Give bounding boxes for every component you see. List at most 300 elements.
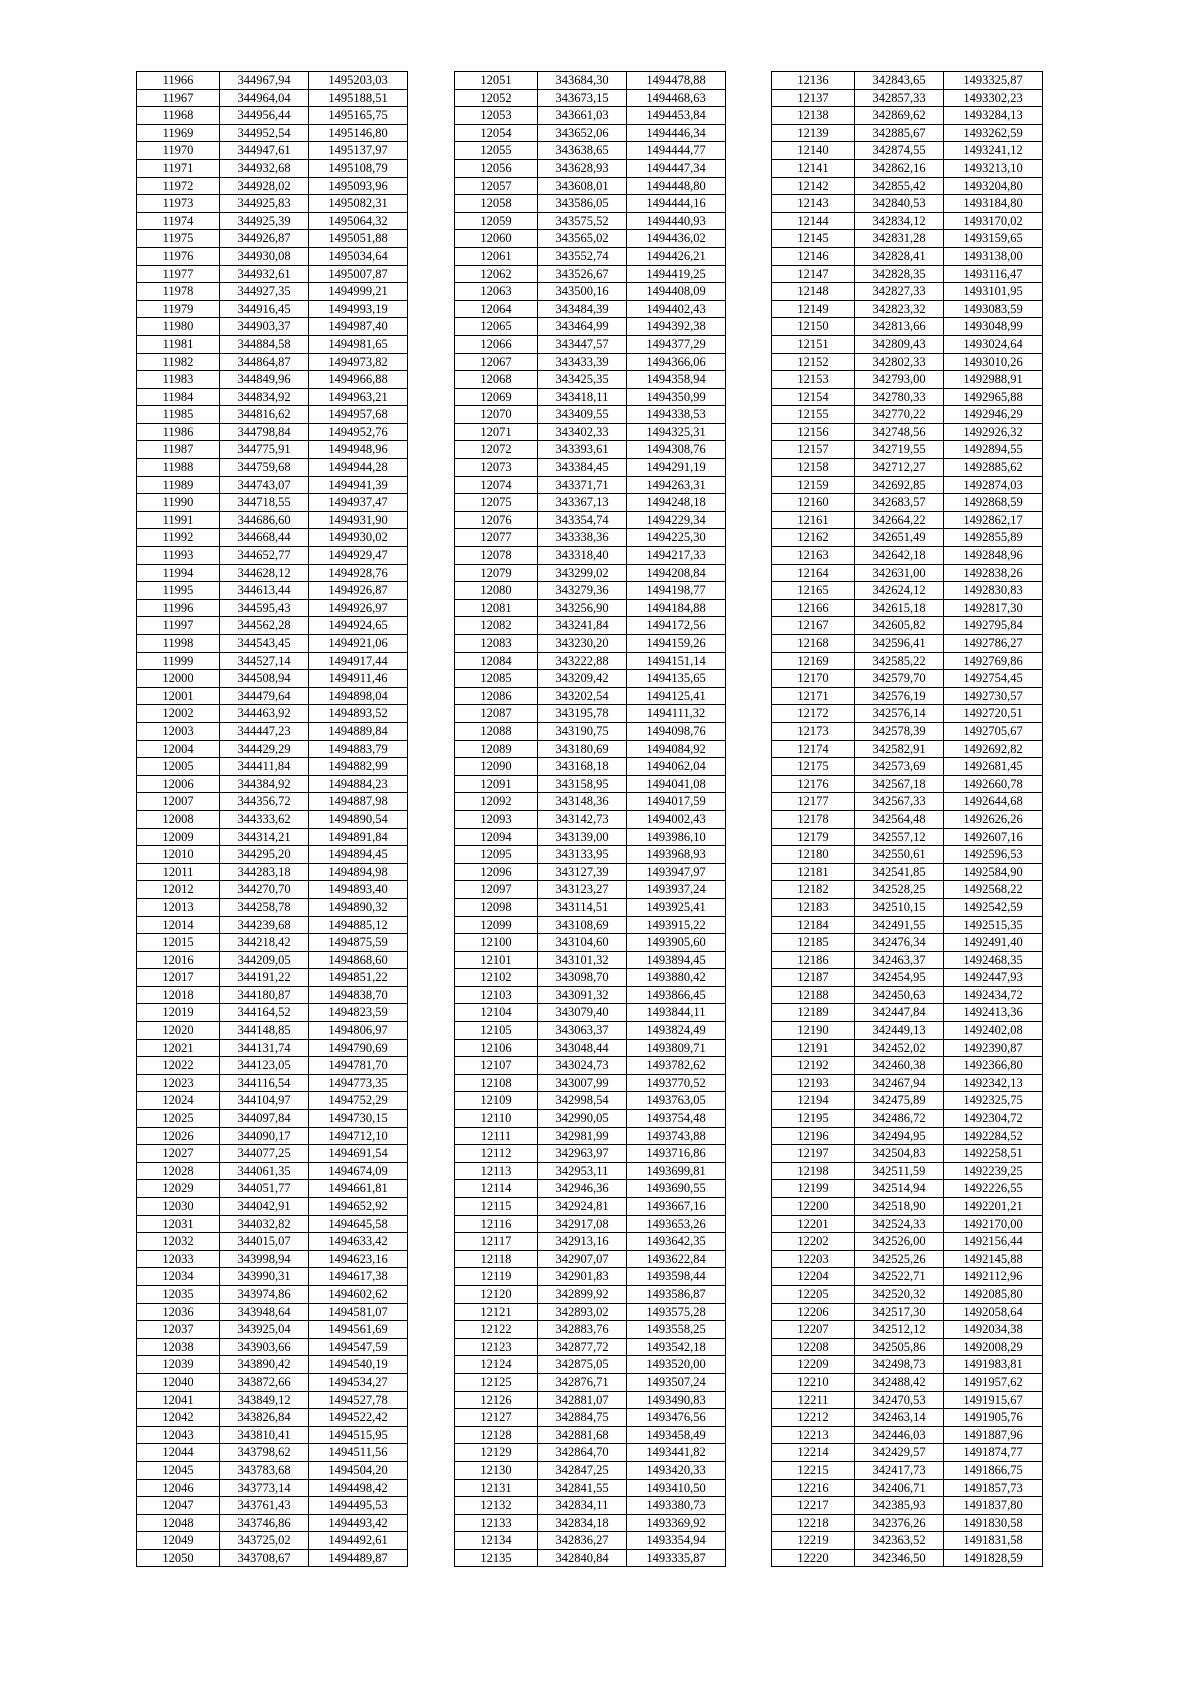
y-coordinate-cell: 1494527,78: [309, 1391, 408, 1409]
point-number-cell: 12202: [772, 1233, 855, 1251]
table-row: [137, 1338, 408, 1356]
table-row: [772, 1057, 1043, 1075]
y-coordinate-cell: 1494419,25: [627, 265, 726, 283]
y-coordinate-cell: 1494225,30: [627, 529, 726, 547]
x-coordinate-cell: 343433,39: [538, 353, 627, 371]
x-coordinate-cell: 342813,66: [855, 318, 944, 336]
point-number-cell: 12151: [772, 335, 855, 353]
y-coordinate-cell: 1491983,81: [944, 1356, 1043, 1374]
y-coordinate-cell: 1492946,29: [944, 406, 1043, 424]
x-coordinate-cell: 344903,37: [220, 318, 309, 336]
point-number-cell: 11996: [137, 599, 220, 617]
x-coordinate-cell: 343402,33: [538, 423, 627, 441]
y-coordinate-cell: 1492754,45: [944, 670, 1043, 688]
y-coordinate-cell: 1494981,65: [309, 335, 408, 353]
x-coordinate-cell: 344104,97: [220, 1092, 309, 1110]
table-row: [772, 582, 1043, 600]
x-coordinate-cell: 342596,41: [855, 635, 944, 653]
point-number-cell: 12061: [455, 247, 538, 265]
y-coordinate-cell: 1494489,87: [309, 1549, 408, 1567]
x-coordinate-cell: 344218,42: [220, 934, 309, 952]
y-coordinate-cell: 1493915,22: [627, 916, 726, 934]
y-coordinate-cell: 1492965,88: [944, 388, 1043, 406]
y-coordinate-cell: 1494948,96: [309, 441, 408, 459]
point-number-cell: 11970: [137, 142, 220, 160]
table-row: [137, 89, 408, 107]
x-coordinate-cell: 342877,72: [538, 1338, 627, 1356]
point-number-cell: 12005: [137, 758, 220, 776]
table-row: [772, 652, 1043, 670]
point-number-cell: 12170: [772, 670, 855, 688]
table-row: [455, 916, 726, 934]
point-number-cell: 12215: [772, 1461, 855, 1479]
x-coordinate-cell: 342452,02: [855, 1039, 944, 1057]
point-number-cell: 12200: [772, 1198, 855, 1216]
x-coordinate-cell: 342884,75: [538, 1409, 627, 1427]
x-coordinate-cell: 344131,74: [220, 1039, 309, 1057]
table-row: [455, 1127, 726, 1145]
x-coordinate-cell: 342841,55: [538, 1479, 627, 1497]
point-number-cell: 12100: [455, 934, 538, 952]
x-coordinate-cell: 343114,51: [538, 898, 627, 916]
y-coordinate-cell: 1493754,48: [627, 1110, 726, 1128]
table-row: [772, 722, 1043, 740]
x-coordinate-cell: 342780,33: [855, 388, 944, 406]
table-row: [455, 1092, 726, 1110]
point-number-cell: 12011: [137, 863, 220, 881]
point-number-cell: 12082: [455, 617, 538, 635]
table-row: [455, 810, 726, 828]
x-coordinate-cell: 343661,03: [538, 107, 627, 125]
x-coordinate-cell: 343998,94: [220, 1250, 309, 1268]
y-coordinate-cell: 1492926,32: [944, 423, 1043, 441]
point-number-cell: 11975: [137, 230, 220, 248]
y-coordinate-cell: 1494875,59: [309, 934, 408, 952]
x-coordinate-cell: 343104,60: [538, 934, 627, 952]
table-row: [455, 142, 726, 160]
point-number-cell: 12009: [137, 828, 220, 846]
y-coordinate-cell: 1491866,75: [944, 1461, 1043, 1479]
table-row: [455, 705, 726, 723]
point-number-cell: 11993: [137, 547, 220, 565]
point-number-cell: 12208: [772, 1338, 855, 1356]
y-coordinate-cell: 1492366,80: [944, 1057, 1043, 1075]
x-coordinate-cell: 342460,38: [855, 1057, 944, 1075]
x-coordinate-cell: 344463,92: [220, 705, 309, 723]
point-number-cell: 12049: [137, 1532, 220, 1550]
table-row: [455, 635, 726, 653]
point-number-cell: 12156: [772, 423, 855, 441]
point-number-cell: 12110: [455, 1110, 538, 1128]
point-number-cell: 12169: [772, 652, 855, 670]
point-number-cell: 12201: [772, 1215, 855, 1233]
point-number-cell: 11968: [137, 107, 220, 125]
table-row: [772, 124, 1043, 142]
table-row: [772, 529, 1043, 547]
y-coordinate-cell: 1494928,76: [309, 564, 408, 582]
table-row: [137, 423, 408, 441]
table-row: [772, 775, 1043, 793]
y-coordinate-cell: 1492447,93: [944, 969, 1043, 987]
x-coordinate-cell: 343826,84: [220, 1409, 309, 1427]
y-coordinate-cell: 1494926,87: [309, 582, 408, 600]
table-row: [455, 863, 726, 881]
x-coordinate-cell: 342719,55: [855, 441, 944, 459]
x-coordinate-cell: 344884,58: [220, 335, 309, 353]
table-row: [455, 687, 726, 705]
x-coordinate-cell: 344283,18: [220, 863, 309, 881]
point-number-cell: 12107: [455, 1057, 538, 1075]
point-number-cell: 12126: [455, 1391, 538, 1409]
table-row: [137, 529, 408, 547]
point-number-cell: 12003: [137, 722, 220, 740]
table-row: [455, 775, 726, 793]
x-coordinate-cell: 344051,77: [220, 1180, 309, 1198]
y-coordinate-cell: 1492258,51: [944, 1145, 1043, 1163]
table-row: [772, 1285, 1043, 1303]
table-row: [772, 388, 1043, 406]
x-coordinate-cell: 342907,07: [538, 1250, 627, 1268]
table-row: [137, 1497, 408, 1515]
y-coordinate-cell: 1492885,62: [944, 459, 1043, 477]
table-row: [455, 212, 726, 230]
y-coordinate-cell: 1492112,96: [944, 1268, 1043, 1286]
table-row: [455, 476, 726, 494]
point-number-cell: 12101: [455, 951, 538, 969]
table-row: [137, 107, 408, 125]
point-number-cell: 11990: [137, 494, 220, 512]
y-coordinate-cell: 1494446,34: [627, 124, 726, 142]
point-number-cell: 11995: [137, 582, 220, 600]
x-coordinate-cell: 342498,73: [855, 1356, 944, 1374]
y-coordinate-cell: 1492156,44: [944, 1233, 1043, 1251]
x-coordinate-cell: 343158,95: [538, 775, 627, 793]
y-coordinate-cell: 1494952,76: [309, 423, 408, 441]
point-number-cell: 12181: [772, 863, 855, 881]
point-number-cell: 12136: [772, 72, 855, 90]
table-row: [137, 1215, 408, 1233]
point-number-cell: 12077: [455, 529, 538, 547]
point-number-cell: 12041: [137, 1391, 220, 1409]
point-number-cell: 12137: [772, 89, 855, 107]
point-number-cell: 11982: [137, 353, 220, 371]
y-coordinate-cell: 1493369,92: [627, 1514, 726, 1532]
point-number-cell: 12125: [455, 1373, 538, 1391]
table-row: [772, 1549, 1043, 1567]
x-coordinate-cell: 343202,54: [538, 687, 627, 705]
y-coordinate-cell: 1494447,34: [627, 159, 726, 177]
x-coordinate-cell: 342486,72: [855, 1110, 944, 1128]
point-number-cell: 12160: [772, 494, 855, 512]
point-number-cell: 11971: [137, 159, 220, 177]
x-coordinate-cell: 343903,66: [220, 1338, 309, 1356]
point-number-cell: 12052: [455, 89, 538, 107]
x-coordinate-cell: 342883,76: [538, 1321, 627, 1339]
y-coordinate-cell: 1494444,77: [627, 142, 726, 160]
table-row: [772, 564, 1043, 582]
y-coordinate-cell: 1495082,31: [309, 195, 408, 213]
point-number-cell: 12038: [137, 1338, 220, 1356]
table-row: [455, 1444, 726, 1462]
y-coordinate-cell: 1492795,84: [944, 617, 1043, 635]
point-number-cell: 12161: [772, 511, 855, 529]
table-row: [772, 810, 1043, 828]
y-coordinate-cell: 1493667,16: [627, 1198, 726, 1216]
point-number-cell: 12146: [772, 247, 855, 265]
y-coordinate-cell: 1494002,43: [627, 810, 726, 828]
y-coordinate-cell: 1494661,81: [309, 1180, 408, 1198]
x-coordinate-cell: 344834,92: [220, 388, 309, 406]
y-coordinate-cell: 1492145,88: [944, 1250, 1043, 1268]
point-number-cell: 12017: [137, 969, 220, 987]
table-row: [455, 828, 726, 846]
y-coordinate-cell: 1494931,90: [309, 511, 408, 529]
table-row: [772, 1198, 1043, 1216]
table-row: [772, 599, 1043, 617]
point-number-cell: 12149: [772, 300, 855, 318]
y-coordinate-cell: 1494135,65: [627, 670, 726, 688]
point-number-cell: 12122: [455, 1321, 538, 1339]
x-coordinate-cell: 342510,15: [855, 898, 944, 916]
y-coordinate-cell: 1492058,64: [944, 1303, 1043, 1321]
y-coordinate-cell: 1494602,62: [309, 1285, 408, 1303]
x-coordinate-cell: 344191,22: [220, 969, 309, 987]
table-row: [137, 1391, 408, 1409]
y-coordinate-cell: 1491828,59: [944, 1549, 1043, 1567]
point-number-cell: 12068: [455, 371, 538, 389]
table-row: [772, 1145, 1043, 1163]
y-coordinate-cell: 1494495,53: [309, 1497, 408, 1515]
point-number-cell: 12123: [455, 1338, 538, 1356]
table-row: [455, 1549, 726, 1567]
x-coordinate-cell: 342446,03: [855, 1426, 944, 1444]
point-number-cell: 12177: [772, 793, 855, 811]
y-coordinate-cell: 1494436,02: [627, 230, 726, 248]
point-number-cell: 12157: [772, 441, 855, 459]
x-coordinate-cell: 344123,05: [220, 1057, 309, 1075]
point-number-cell: 12204: [772, 1268, 855, 1286]
point-number-cell: 12132: [455, 1497, 538, 1515]
table-row: [137, 441, 408, 459]
point-number-cell: 12042: [137, 1409, 220, 1427]
point-number-cell: 11969: [137, 124, 220, 142]
y-coordinate-cell: 1494893,52: [309, 705, 408, 723]
table-row: [137, 617, 408, 635]
y-coordinate-cell: 1494325,31: [627, 423, 726, 441]
point-number-cell: 12214: [772, 1444, 855, 1462]
y-coordinate-cell: 1493894,45: [627, 951, 726, 969]
x-coordinate-cell: 344090,17: [220, 1127, 309, 1145]
x-coordinate-cell: 344613,44: [220, 582, 309, 600]
table-row: [137, 1426, 408, 1444]
table-row: [455, 722, 726, 740]
coordinates-table-right: [771, 71, 1043, 1567]
y-coordinate-cell: 1491837,80: [944, 1497, 1043, 1515]
point-number-cell: 12016: [137, 951, 220, 969]
table-row: [772, 459, 1043, 477]
y-coordinate-cell: 1491874,77: [944, 1444, 1043, 1462]
y-coordinate-cell: 1494884,23: [309, 775, 408, 793]
y-coordinate-cell: 1494882,99: [309, 758, 408, 776]
x-coordinate-cell: 343241,84: [538, 617, 627, 635]
x-coordinate-cell: 342578,39: [855, 722, 944, 740]
x-coordinate-cell: 344775,91: [220, 441, 309, 459]
y-coordinate-cell: 1493558,25: [627, 1321, 726, 1339]
table-row: [137, 863, 408, 881]
point-number-cell: 12057: [455, 177, 538, 195]
table-row: [455, 388, 726, 406]
table-row: [772, 1532, 1043, 1550]
point-number-cell: 12190: [772, 1022, 855, 1040]
y-coordinate-cell: 1493083,59: [944, 300, 1043, 318]
x-coordinate-cell: 342517,30: [855, 1303, 944, 1321]
x-coordinate-cell: 343425,35: [538, 371, 627, 389]
table-row: [772, 740, 1043, 758]
y-coordinate-cell: 1495137,97: [309, 142, 408, 160]
y-coordinate-cell: 1492596,53: [944, 846, 1043, 864]
point-number-cell: 12094: [455, 828, 538, 846]
table-row: [772, 969, 1043, 987]
table-row: [455, 159, 726, 177]
x-coordinate-cell: 342855,42: [855, 177, 944, 195]
y-coordinate-cell: 1494478,88: [627, 72, 726, 90]
point-number-cell: 12219: [772, 1532, 855, 1550]
point-number-cell: 12213: [772, 1426, 855, 1444]
table-row: [137, 687, 408, 705]
table-row: [772, 1250, 1043, 1268]
point-number-cell: 12043: [137, 1426, 220, 1444]
y-coordinate-cell: 1492085,80: [944, 1285, 1043, 1303]
table-row: [772, 230, 1043, 248]
table-row: [137, 547, 408, 565]
table-row: [772, 159, 1043, 177]
y-coordinate-cell: 1492413,36: [944, 1004, 1043, 1022]
table-row: [455, 89, 726, 107]
y-coordinate-cell: 1495093,96: [309, 177, 408, 195]
x-coordinate-cell: 343638,65: [538, 142, 627, 160]
y-coordinate-cell: 1494929,47: [309, 547, 408, 565]
point-number-cell: 12135: [455, 1549, 538, 1567]
table-row: [455, 335, 726, 353]
table-row: [137, 740, 408, 758]
x-coordinate-cell: 344964,04: [220, 89, 309, 107]
y-coordinate-cell: 1493622,84: [627, 1250, 726, 1268]
point-number-cell: 12199: [772, 1180, 855, 1198]
y-coordinate-cell: 1494851,22: [309, 969, 408, 987]
table-row: [137, 230, 408, 248]
table-row: [455, 1391, 726, 1409]
point-number-cell: 12090: [455, 758, 538, 776]
y-coordinate-cell: 1493937,24: [627, 881, 726, 899]
table-row: [455, 300, 726, 318]
point-number-cell: 12206: [772, 1303, 855, 1321]
point-number-cell: 12148: [772, 283, 855, 301]
point-number-cell: 12060: [455, 230, 538, 248]
x-coordinate-cell: 342511,59: [855, 1162, 944, 1180]
point-number-cell: 12152: [772, 353, 855, 371]
table-row: [137, 1268, 408, 1286]
y-coordinate-cell: 1494468,63: [627, 89, 726, 107]
x-coordinate-cell: 343608,01: [538, 177, 627, 195]
x-coordinate-cell: 343761,43: [220, 1497, 309, 1515]
x-coordinate-cell: 344543,45: [220, 635, 309, 653]
table-row: [137, 265, 408, 283]
table-row: [137, 1444, 408, 1462]
x-coordinate-cell: 344718,55: [220, 494, 309, 512]
table-row: [455, 1497, 726, 1515]
table-row: [455, 1004, 726, 1022]
point-number-cell: 12139: [772, 124, 855, 142]
point-number-cell: 11983: [137, 371, 220, 389]
x-coordinate-cell: 342893,02: [538, 1303, 627, 1321]
x-coordinate-cell: 342526,00: [855, 1233, 944, 1251]
x-coordinate-cell: 342712,27: [855, 459, 944, 477]
point-number-cell: 11973: [137, 195, 220, 213]
point-number-cell: 12080: [455, 582, 538, 600]
point-number-cell: 12050: [137, 1549, 220, 1567]
table-row: [137, 1198, 408, 1216]
y-coordinate-cell: 1492660,78: [944, 775, 1043, 793]
y-coordinate-cell: 1494515,95: [309, 1426, 408, 1444]
point-number-cell: 12008: [137, 810, 220, 828]
point-number-cell: 12144: [772, 212, 855, 230]
table-row: [772, 846, 1043, 864]
point-number-cell: 12081: [455, 599, 538, 617]
table-row: [455, 1479, 726, 1497]
point-number-cell: 11985: [137, 406, 220, 424]
y-coordinate-cell: 1492226,55: [944, 1180, 1043, 1198]
x-coordinate-cell: 344097,84: [220, 1110, 309, 1128]
point-number-cell: 12075: [455, 494, 538, 512]
y-coordinate-cell: 1494893,40: [309, 881, 408, 899]
x-coordinate-cell: 342505,86: [855, 1338, 944, 1356]
table-row: [455, 247, 726, 265]
y-coordinate-cell: 1494408,09: [627, 283, 726, 301]
x-coordinate-cell: 342615,18: [855, 599, 944, 617]
y-coordinate-cell: 1494838,70: [309, 986, 408, 1004]
y-coordinate-cell: 1494617,38: [309, 1268, 408, 1286]
point-number-cell: 12086: [455, 687, 538, 705]
table-row: [455, 1198, 726, 1216]
x-coordinate-cell: 343575,52: [538, 212, 627, 230]
y-coordinate-cell: 1495051,88: [309, 230, 408, 248]
table-row: [772, 1356, 1043, 1374]
table-row: [137, 371, 408, 389]
x-coordinate-cell: 342376,26: [855, 1514, 944, 1532]
x-coordinate-cell: 343708,67: [220, 1549, 309, 1567]
table-row: [137, 1514, 408, 1532]
y-coordinate-cell: 1492730,57: [944, 687, 1043, 705]
x-coordinate-cell: 342470,53: [855, 1391, 944, 1409]
point-number-cell: 12141: [772, 159, 855, 177]
x-coordinate-cell: 342770,22: [855, 406, 944, 424]
table-row: [772, 353, 1043, 371]
point-number-cell: 11986: [137, 423, 220, 441]
point-number-cell: 11984: [137, 388, 220, 406]
y-coordinate-cell: 1494987,40: [309, 318, 408, 336]
point-number-cell: 12210: [772, 1373, 855, 1391]
y-coordinate-cell: 1493170,02: [944, 212, 1043, 230]
x-coordinate-cell: 342827,33: [855, 283, 944, 301]
x-coordinate-cell: 343354,74: [538, 511, 627, 529]
x-coordinate-cell: 344595,43: [220, 599, 309, 617]
y-coordinate-cell: 1493048,99: [944, 318, 1043, 336]
x-coordinate-cell: 342449,13: [855, 1022, 944, 1040]
table-row: [772, 212, 1043, 230]
y-coordinate-cell: 1494806,97: [309, 1022, 408, 1040]
x-coordinate-cell: 343108,69: [538, 916, 627, 934]
y-coordinate-cell: 1493653,26: [627, 1215, 726, 1233]
